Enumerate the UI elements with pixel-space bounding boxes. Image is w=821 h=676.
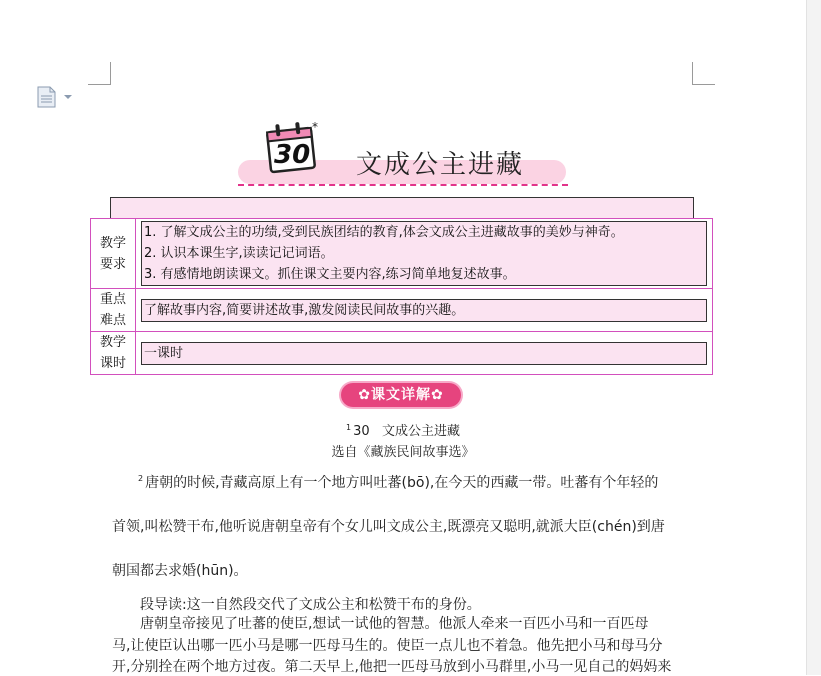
row-label: 教学 课时 [91, 332, 136, 375]
row-label: 重点 难点 [91, 289, 136, 332]
page-corner-mark-right [692, 62, 715, 85]
blank-field [110, 197, 694, 219]
row-content [136, 219, 713, 289]
paragraph-2-line-2: 马,让使臣认出哪一匹小马是哪一匹母马生的。使臣一点儿也不着急。他先把小马和母马分 [112, 638, 663, 654]
lesson-title-banner [236, 116, 572, 192]
vertical-scrollbar[interactable] [806, 0, 821, 675]
goal-1: 1. 了解文成公主的功绩,受到民族团结的教育,体会文成公主进藏故事的美妙与神奇。 [144, 225, 624, 240]
document-icon[interactable] [36, 86, 74, 108]
paragraph-2-line-1: 唐朝皇帝接见了吐蕃的使臣,想试一试他的智慧。他派人牵来一百匹小马和一百匹母 [140, 616, 649, 632]
paragraph-guide: 段导读:这一自然段交代了文成公主和松赞干布的身份。 [140, 597, 481, 613]
lesson-number: 30 [274, 140, 311, 170]
paragraph-1-line-2: 首领,叫松赞干布,他听说唐朝皇帝有个女儿叫文成公主,既漂亮又聪明,就派大臣(chén)到唐 [112, 519, 665, 535]
lesson-title: 文成公主进藏 [356, 150, 525, 180]
page-corner-mark-left [88, 62, 111, 85]
svg-text:*: * [312, 120, 318, 134]
paragraph-1-line-1: $^2$ 唐朝的时候,青藏高原上有一个地方叫吐蕃(bō),在今天的西藏一带。吐蕃有个年轻的 [138, 474, 659, 491]
class-hours-text: 一课时 [141, 342, 707, 365]
article-title: $^1$ 30 文成公主进藏 [345, 422, 461, 439]
goal-3: 3. 有感情地朗读课文。抓住课文主要内容,练习简单地复述故事。 [144, 267, 516, 282]
row-label: 教学 要求 [91, 219, 136, 289]
key-points-text: 了解故事内容,简要讲述故事,激发阅读民间故事的兴趣。 [141, 299, 707, 322]
goal-2: 2. 认识本课生字,读读记记词语。 [144, 246, 334, 261]
article-source: 选自《藏族民间故事选》 [331, 445, 475, 460]
paragraph-1-line-3: 朝国都去求婚(hūn)。 [112, 563, 248, 579]
table-row [91, 219, 713, 289]
row-content [136, 332, 713, 375]
paragraph-2-line-3: 开,分别拴在两个地方过夜。第二天早上,他把一匹母马放到小马群里,小马一见自己的妈妈来 [112, 659, 672, 675]
table-row [91, 289, 713, 332]
table-row [91, 332, 713, 375]
section-badge: ✿课文详解✿ [341, 383, 461, 407]
teaching-requirements-table [90, 218, 713, 375]
chevron-down-icon [64, 95, 72, 99]
row-content [136, 289, 713, 332]
